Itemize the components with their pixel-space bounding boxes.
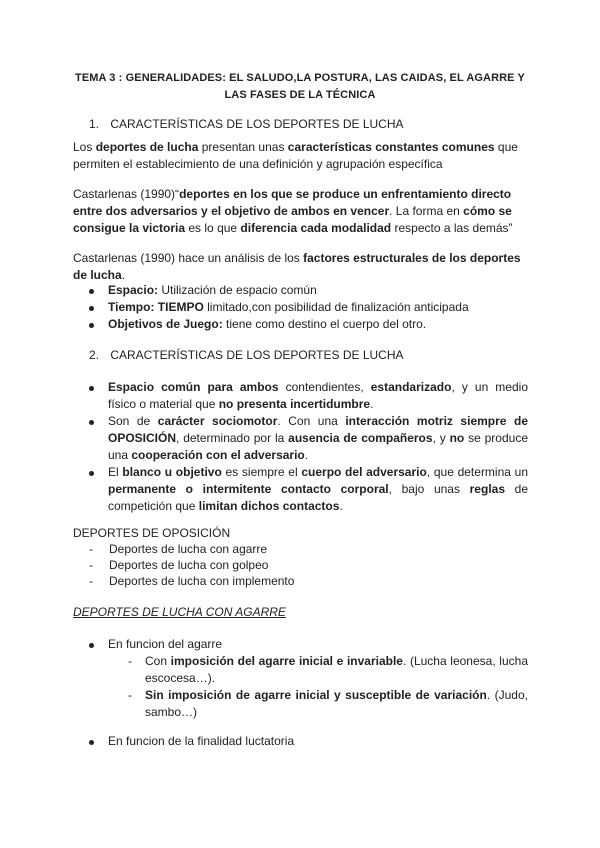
bold-text: deportes en los que se produce un enfrentamiento directo <box>179 187 512 201</box>
bold-text: blanco u objetivo <box>122 465 222 479</box>
bold-text: factores estructurales de los deportes <box>303 251 521 265</box>
text: de competición que <box>108 482 528 513</box>
text: , determinado por la <box>176 431 289 445</box>
bold-text: deportes de lucha <box>95 140 199 154</box>
text: es lo que <box>185 221 241 235</box>
text: , y <box>432 431 450 445</box>
text: respecto a las demás” <box>391 221 513 235</box>
bold-text: Objetivos de Juego: <box>108 317 223 331</box>
text: presentan unas <box>198 140 288 154</box>
bold-text: cooperación con el adversario <box>131 448 305 462</box>
section-label: CARACTERÍSTICAS DE LOS DEPORTES DE LUCHA <box>110 117 404 131</box>
text: Castarlenas (1990) hace un análisis de los <box>73 251 304 265</box>
paragraph-3 <box>73 250 529 284</box>
bold-text: consigue la victoria <box>73 221 186 235</box>
bold-text: ausencia de compañeros <box>288 431 433 445</box>
bold-text: entre dos adversarios y el objetivo de ambos en vencer <box>73 204 390 218</box>
bullet-tiempo <box>108 299 528 316</box>
text: . <box>370 397 374 411</box>
bullet-espacio <box>108 282 528 299</box>
bold-text: estandarizado <box>370 380 452 394</box>
text: . Con una <box>277 414 346 428</box>
agarre-heading: DEPORTES DE LUCHA CON AGARRE <box>73 605 286 619</box>
bullet-dot <box>89 420 94 425</box>
list-item: - Deportes de lucha con implemento <box>89 574 295 588</box>
bold-text: Sin imposición de agarre inicial y susceptible de variación <box>145 688 487 702</box>
title-line-2: LAS FASES DE LA TÉCNICA <box>224 89 376 101</box>
bullet-funcion-finalidad: En funcion de la finalidad luctatoria <box>108 734 295 748</box>
title-line-1: TEMA 3 : GENERALIDADES: EL SALUDO,LA POSTURA, LAS CAIDAS, EL AGARRE Y <box>75 72 525 84</box>
bold-text: Espacio común para ambos <box>108 380 279 394</box>
text: Utilización de espacio común <box>158 283 317 297</box>
oposicion-heading: DEPORTES DE OPOSICIÓN <box>73 526 231 540</box>
sub-dash: - <box>128 654 132 668</box>
bullet-dot <box>89 643 94 648</box>
text: . <box>339 499 343 513</box>
list-item: - Deportes de lucha con agarre <box>89 542 268 556</box>
section-number: 2. <box>89 348 100 362</box>
text: limitado,con posibilidad de finalización anticipada <box>203 300 469 314</box>
text: . La forma en <box>389 204 464 218</box>
bold-text: cuerpo del adversario <box>301 465 427 479</box>
bold-text: reglas <box>469 482 505 496</box>
text: Castarlenas (1990)“ <box>73 187 180 201</box>
text: El <box>108 465 123 479</box>
section-heading-2 <box>89 347 404 364</box>
sub-item-con <box>145 653 528 687</box>
text: . (Judo, sambo…) <box>145 688 528 719</box>
bold-text: permanente o intermitente contacto corporal <box>108 482 389 496</box>
bold-text: interacción motriz siempre de OPOSICIÓN <box>108 414 528 445</box>
text: es siempre el <box>221 465 302 479</box>
text: , y un medio físico o material que <box>108 380 528 411</box>
text: . (Lucha leonesa, lucha escocesa…). <box>145 654 528 685</box>
text: , que determina un <box>426 465 529 479</box>
section-label: CARACTERÍSTICAS DE LOS DEPORTES DE LUCHA <box>110 348 404 362</box>
paragraph-2 <box>73 186 529 237</box>
bold-text: diferencia cada modalidad <box>240 221 392 235</box>
bullet-dot <box>89 740 94 745</box>
section-number: 1. <box>89 117 100 131</box>
bold-text: no presenta incertidumbre <box>218 397 371 411</box>
bullet-blanco <box>108 464 528 515</box>
text: . <box>304 448 309 462</box>
bullet-dot <box>89 306 94 311</box>
bold-text: Espacio: <box>108 283 159 297</box>
bullet-dot <box>89 289 94 294</box>
bullet-dot <box>89 471 94 476</box>
bullet-sociomotor <box>108 413 528 464</box>
bold-text: Tiempo: TIEMPO <box>108 300 204 314</box>
text: tiene como destino el cuerpo del otro. <box>222 317 427 331</box>
bullet-funcion-agarre: En funcion del agarre <box>108 637 223 651</box>
text: , bajo unas <box>388 482 470 496</box>
sub-dash: - <box>128 688 132 702</box>
text: Los <box>73 140 96 154</box>
text: Son de <box>108 414 158 428</box>
text: Deportes de lucha con golpeo <box>109 558 269 572</box>
document-title <box>60 70 540 104</box>
sub-item-sin <box>145 687 528 721</box>
list-item: - Deportes de lucha con golpeo <box>89 558 269 572</box>
text: permiten el establecimiento de una definición y agrupación específica <box>73 157 443 171</box>
text: Deportes de lucha con implemento <box>109 574 295 588</box>
text: Deportes de lucha con agarre <box>109 542 268 556</box>
bold-text: no <box>449 431 465 445</box>
bullet-dot <box>89 386 94 391</box>
text: se produce una <box>108 431 528 462</box>
text: contendientes, <box>278 380 371 394</box>
bullet-objetivos <box>108 316 528 333</box>
bold-text: de lucha <box>73 268 122 282</box>
bullet-dot <box>89 323 94 328</box>
text: que <box>494 140 518 154</box>
bullet-espacio-comun <box>108 379 528 413</box>
bold-text: cómo se <box>463 204 512 218</box>
section-heading-1 <box>89 116 404 133</box>
bold-text: características constantes comunes <box>287 140 495 154</box>
text: . <box>121 268 126 282</box>
bold-text: carácter sociomotor <box>157 414 278 428</box>
text: Con <box>145 654 171 668</box>
paragraph-1 <box>73 139 529 173</box>
bold-text: imposición del agarre inicial e invariable <box>170 654 403 668</box>
bold-text: limitan dichos contactos <box>198 499 340 513</box>
